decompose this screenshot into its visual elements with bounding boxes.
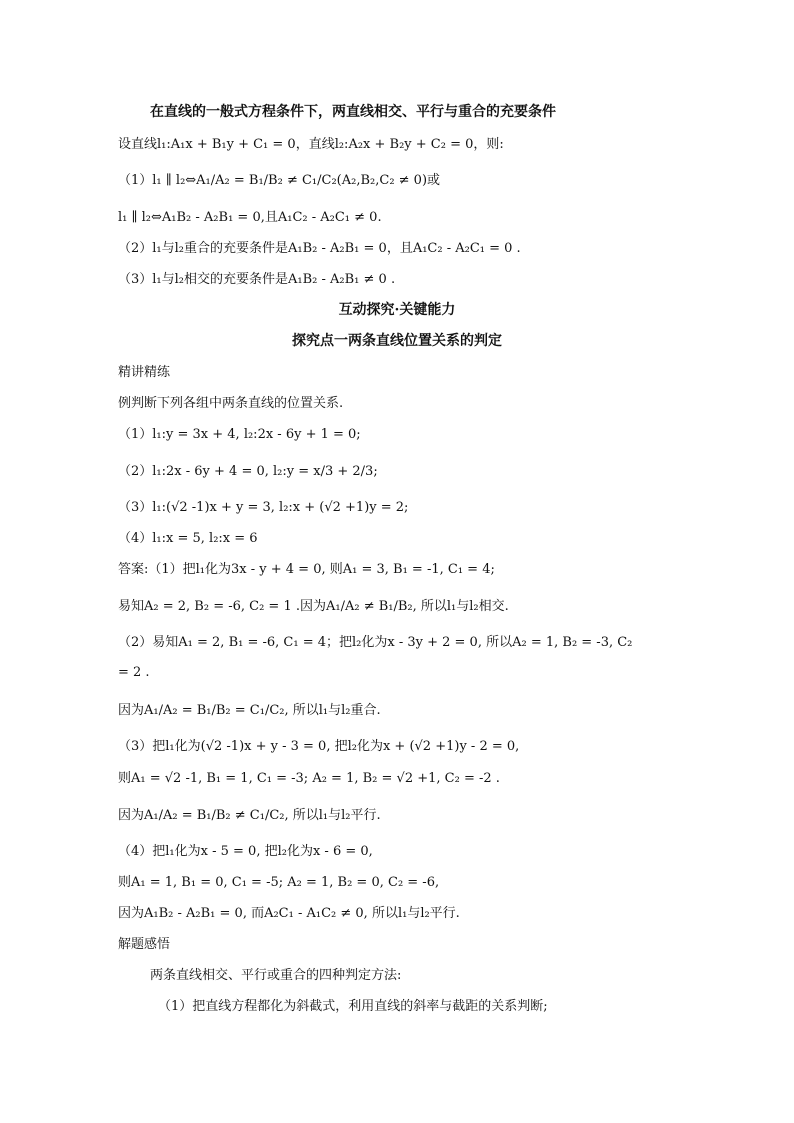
answer-line: 因为A₁/A₂ = B₁/B₂ ≠ C₁/C₂, 所以l₁与l₂平行. (118, 808, 381, 823)
heading-subsection: 探究点一两条直线位置关系的判定 (292, 333, 502, 349)
text-line: （1）l₁ ∥ l₂⇔A₁/A₂ = B₁/B₂ ≠ C₁/C₂(A₂,B₂,C₂ ≠ 0)或 (118, 173, 441, 188)
section-label: 精讲精练 (118, 365, 171, 380)
section-label: 解题感悟 (118, 937, 171, 952)
answer-line: （4）把l₁化为x - 5 = 0, 把l₂化为x - 6 = 0, (118, 844, 373, 859)
text-line: 设直线l₁:A₁x + B₁y + C₁ = 0，直线l₂:A₂x + B₂y + C₂ = 0，则: (118, 137, 504, 152)
example-line: （4）l₁:x = 5, l₂:x = 6 (118, 531, 258, 546)
insight-line: 两条直线相交、平行或重合的四种判定方法: (150, 968, 402, 983)
answer-line: （2）易知A₁ = 2, B₁ = -6, C₁ = 4；把l₂化为x - 3y + 2 = 0, 所以A₂ = 1, B₂ = -3, C₂ (118, 635, 633, 650)
text-line: （3）l₁与l₂相交的充要条件是A₁B₂ - A₂B₁ ≠ 0 . (118, 272, 396, 287)
example-line: （1）l₁:y = 3x + 4, l₂:2x - 6y + 1 = 0; (118, 427, 361, 442)
heading-section: 互动探究·关键能力 (338, 302, 456, 318)
answer-line: 因为A₁B₂ - A₂B₁ = 0, 而A₂C₁ - A₁C₂ ≠ 0, 所以l₁与l₂平行. (118, 906, 460, 921)
answer-line: = 2 . (118, 665, 150, 680)
example-line: （2）l₁:2x - 6y + 4 = 0, l₂:y = x/3 + 2/3; (118, 464, 378, 479)
example-line: 例判断下列各组中两条直线的位置关系. (118, 396, 344, 411)
answer-line: （3）把l₁化为(√2 -1)x + y - 3 = 0, 把l₂化为x + (√2 +1)y - 2 = 0, (118, 739, 520, 754)
answer-line: 答案:（1）把l₁化为3x - y + 4 = 0, 则A₁ = 3, B₁ = -1, C₁ = 4; (118, 562, 495, 577)
answer-line: 则A₁ = √2 -1, B₁ = 1, C₁ = -3; A₂ = 1, B₂ = √2 +1, C₂ = -2 . (118, 771, 500, 786)
text-line: （2）l₁与l₂重合的充要条件是A₁B₂ - A₂B₁ = 0，且A₁C₂ - A₂C₁ = 0 . (118, 241, 521, 256)
answer-line: 则A₁ = 1, B₁ = 0, C₁ = -5; A₂ = 1, B₂ = 0, C₂ = -6, (118, 875, 440, 890)
insight-line: （1）把直线方程都化为斜截式，利用直线的斜率与截距的关系判断; (158, 999, 548, 1014)
answer-line: 因为A₁/A₂ = B₁/B₂ = C₁/C₂, 所以l₁与l₂重合. (118, 703, 381, 718)
heading-conditions: 在直线的一般式方程条件下，两直线相交、平行与重合的充要条件 (150, 104, 556, 120)
text-line: l₁ ∥ l₂⇔A₁B₂ - A₂B₁ = 0,且A₁C₂ - A₂C₁ ≠ 0. (118, 210, 382, 225)
answer-line: 易知A₂ = 2, B₂ = -6, C₂ = 1 .因为A₁/A₂ ≠ B₁/B₂, 所以l₁与l₂相交. (118, 599, 509, 614)
example-line: （3）l₁:(√2 -1)x + y = 3, l₂:x + (√2 +1)y = 2; (118, 500, 409, 515)
